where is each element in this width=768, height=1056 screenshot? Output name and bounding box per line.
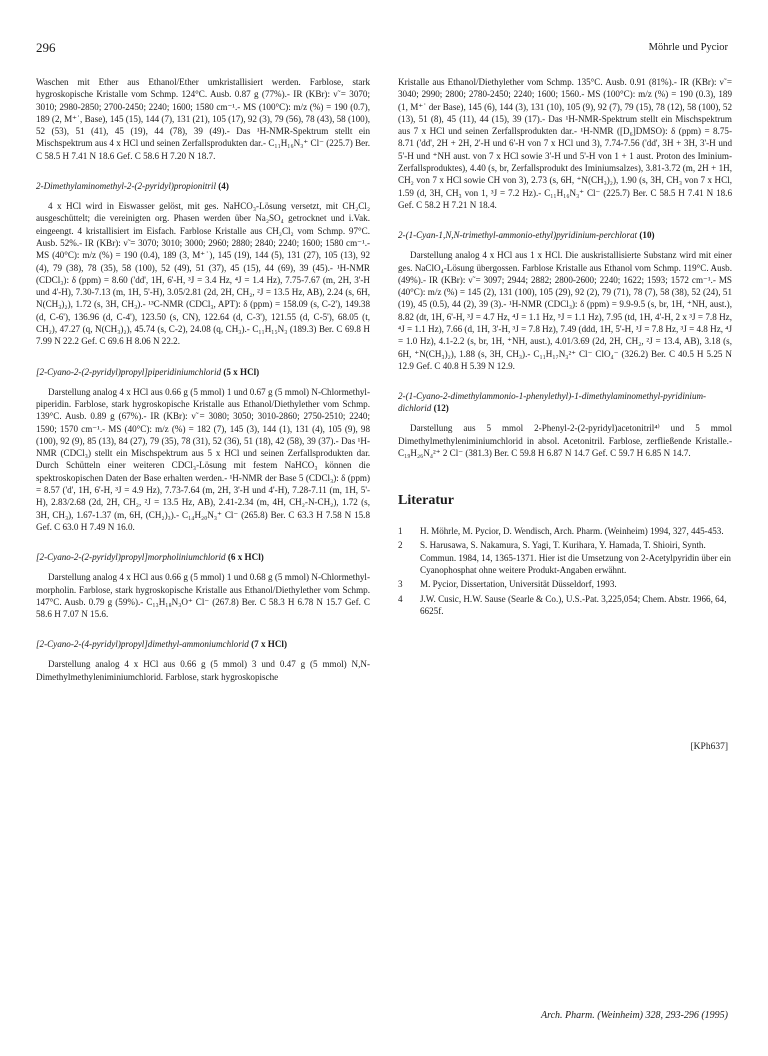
paragraph: Darstellung analog 4 x HCl aus 0.66 g (5 mmol) 3 und 0.47 g (5 mmol) N,N-Dimethylmethyleniminiumchlorid. Farblose, stark hygroskopische — [36, 659, 370, 682]
footer-citation: Arch. Pharm. (Weinheim) 328, 293-296 (1995) — [540, 1010, 728, 1021]
paragraph: Kristalle aus Ethanol/Diethylether vom Schmp. 135°C. Ausb. 0.91 (81%).- IR (KBr): ν̃ = 3040; 2990; 2800; 2780-2450; 2240; 1600; 1560.- MS (100°C): m/z (%) = 190 (0.3), 189 (1, M⁺˙ der Base), 145 (6), 144 (3), 131 (10), 105 (9), 92 (7), 79 (15), 78 (12), 58 (100), 52 (13), 51 (8), 45 (11), 44 (15), 39 (17).- Das ¹H-NMR-Spektrum stellt ein Mischspektrum aus 7 x HCl und seinen Zerfallsprodukten dar.- ¹H-NMR ([D₆]DMSO): δ (ppm) = 8.75-8.71 ('dd', 2H + 2H, 2'-H und 6'-H von 7 x HCl und 3), 7.74-7.56 ('dd', 3H + 3H, 3'-H und 5'-H und ⁺NH aust. von 7 x HCl sowie 3'-H und 5'-H von 1 + 1 aust. Proton des Iminium-Zerfallsproduktes), 4.40 (s, br, Zerfallsprodukt des Iminiumsalzes), 3.81-3.72 (m, 2H + 1H, CH₂ von 7 x HCl sowie CH von 3), 2.73 (s, 6H, ⁺N(CH₃)₂), 1.90 (s, 3H, CH₃ von 7 x HCl, 1.59 (d, 3H, CH₃ von 1, ³J = 7.2 Hz).- C₁₁H₁₆N₃⁺ Cl⁻ (225.7) Ber. C 58.5 H 7.41 N 18.6 Gef. C 58.2 H 7.21 N 18.4. — [398, 77, 732, 210]
running-head: Möhrle und Pycior — [648, 42, 728, 53]
compound-heading — [398, 390, 732, 414]
reference-number: 4 — [398, 593, 403, 604]
compound-title: [2-Cyano-2-(2-pyridyl)propyl]piperidiniumchlorid — [36, 366, 222, 377]
reference-item — [398, 539, 732, 576]
compound-heading — [36, 638, 370, 650]
compound-title: 2-(1-Cyan-1,N,N-trimethyl-ammonio-ethyl)pyridinium-perchlorat — [398, 230, 638, 241]
left-column — [36, 76, 370, 683]
reference-number: 1 — [398, 526, 403, 537]
compound-heading — [36, 366, 370, 378]
compound-number: (12) — [433, 403, 449, 414]
compound-title: [2-Cyano-2-(4-pyridyl)propyl]dimethyl-ammoniumchlorid — [36, 639, 249, 650]
paragraph: Waschen mit Ether aus Ethanol/Ether umkristallisiert werden. Farblose, stark hygroskopische Kristalle vom Schmp. 124°C. Ausb. 0.87 g (77%).- IR (KBr): ν̃ = 3070; 3010; 2980-2850; 2700-2450; 2240; 1600; 1580 cm⁻¹.- MS (100°C): m/z (%) = 190 (0.7), 189 (2, M⁺˙, Base), 145 (15), 144 (7), 131 (21), 105 (17), 92 (3), 79 (56), 78 (43), 58 (100), 52 (53), 51 (41), 45 (19), 44 (78), 39 (49).- Das ¹H-NMR-Spektrum stellt ein Mischspektrum aus 4 x HCl und seinen Zerfallsprodukten dar.- C₁₁H₁₆N₃⁺ Cl⁻ (225.7) Ber. C 58.5 H 7.41 N 18.6 Gef. C 58.6 H 7.20 N 18.7. — [36, 77, 370, 161]
reference-number: 3 — [398, 579, 403, 590]
right-column — [398, 76, 732, 619]
compound-number: (6 x HCl) — [227, 552, 264, 563]
reference-item — [398, 593, 732, 618]
compound-heading — [36, 551, 370, 563]
paragraph: Darstellung analog 4 x HCl aus 0.66 g (5 mmol) 1 und 0.67 g (5 mmol) N-Chlormethyl-piperidin. Farblose, stark hygroskopische Kristalle aus Ethanol/Diethylether vom Schmp. 139°C. Ausb. 0.89 g (67%).- IR (KBr): ν̃ = 3080; 3050; 3010-2860; 2750-2510; 2240; 1590; 1570 cm⁻¹.- MS (40°C): m/z (%) = 182 (7), 145 (3), 144 (1), 131 (4), 105 (9), 98 (100), 92 (9), 85 (13), 84 (27), 79 (35), 78 (31), 52 (36), 51 (18), 42 (58), 39 (37).- Das ¹H-NMR (CDCl₃) stellt ein Mischspektrum aus 5 x HCl und seinen Zerfallsprodukten dar. Durch Schütteln einer weiteren CDCl₃-Lösung mit festem NaHCO₃ können die spektroskopischen Daten der Base erhalten werden.- ¹H-NMR der Base 5 (CDCl₃): δ (ppm) = 8.57 ('d', 1H, 6'-H, ³J = 4.9 Hz), 7.73-7.64 (m, 2H, 3'-H und 4'-H), 7.28-7.11 (m, 1H, 5'-H), 2.83/2.68 (2d, 2H, CH₂, ²J = 13.5 Hz, AB), 2.41-2.34 (m, 4H, CH₂-N-CH₂), 1.72 (s, 3H, CH₃), 1.67-1.37 (m, 6H, (CH₂)₃).- C₁₄H₂₀N₃⁺ Cl⁻ (265.8) Ber. C 63.3 H 7.58 N 15.8 Gef. C 63.0 H 7.49 N 16.0. — [36, 386, 370, 532]
reference-text: S. Harusawa, S. Nakamura, S. Yagi, T. Kurihara, Y. Hamada, T. Shioiri, Synth. Commun. 1984, 14, 1365-1371. Hier ist die Umsetzung von 2-Acetylpyridin über ein Cyanophosphat ohne weitere Produkt-Angaben erwähnt. — [420, 540, 731, 576]
reference-number: 2 — [398, 540, 403, 551]
archive-code: [KPh637] — [690, 742, 728, 752]
page-number: 296 — [36, 40, 56, 55]
compound-heading — [36, 180, 370, 192]
paragraph: Darstellung analog 4 x HCl aus 0.66 g (5 mmol) 1 und 0.68 g (5 mmol) N-Chlormethyl-morpholin. Farblose, stark hygroskopische Kristalle aus Ethanol/Diethylether vom Schmp. 147°C. Ausb. 0.79 g (59%).- C₁₃H₁₈N₃O⁺ Cl⁻ (267.8) Ber. C 58.3 H 6.78 N 15.7 Gef. C 58.6 H 7.07 N 15.6. — [36, 572, 370, 620]
reference-item — [398, 578, 732, 590]
paragraph: 4 x HCl wird in Eiswasser gelöst, mit ges. NaHCO₃-Lösung versetzt, mit CH₂Cl₂ ausgeschüttelt; die vereinigten org. Phasen werden über Na₂SO₄ getrocknet und i.Vak. eingeengt. 4 kristallisiert im Eisfach. Farblose Kristalle aus CH₂Cl₂ vom Schmp. 97°C. Ausb. 52%.- IR (KBr): ν̃ = 3070; 3010; 3000; 2960; 2880; 2840; 2240; 1600; 1580 cm⁻¹.- MS (40°C): m/z (%) = 190 (0.4), 189 (3, M⁺˙), 145 (19), 144 (5), 131 (27), 105 (13), 92 (4), 79 (38), 78 (35), 58 (100), 52 (49), 51 (37), 45 (15), 44 (69), 39 (45).- ¹H-NMR (CDCl₃): δ (ppm) = 8.60 ('dd', 1H, 6'-H, ³J = 3.4 Hz, ⁴J = 1.4 Hz), 7.75-7.67 (m, 2H, 3'-H und 4'-H), 7.30-7.13 (m, 1H, 5'-H), 3.05/2.81 (2d, 2H, CH₂, ²J = 13.5 Hz, AB), 2.24 (s, 6H, N(CH₃)₂), 1.72 (s, 3H, CH₃).- ¹³C-NMR (CDCl₃, APT): δ (ppm) = 158.09 (s, C-2'), 149.38 (d, C-6'), 136.96 (d, C-4'), 123.50 (s, CN), 122.64 (d, C-3'), 121.55 (d, C-5'), 68.05 (t, CH₂), 47.27 (q, N(CH₃)₂), 45.74 (s, C-2), 24.08 (q, CH₃).- C₁₁H₁₅N₃ (189.3) Ber. C 69.8 H 7.99 N 22.2 Gef. C 69.6 H 8.06 N 22.2. — [36, 201, 370, 347]
compound-title: [2-Cyano-2-(2-pyridyl)propyl]morpholiniumchlorid — [36, 552, 226, 563]
compound-heading — [398, 229, 732, 241]
compound-number: (5 x HCl) — [223, 366, 260, 377]
compound-number: (7 x HCl) — [251, 639, 287, 650]
paragraph: Darstellung analog 4 x HCl aus 1 x HCl. Die auskristallisierte Substanz wird mit einer ges. NaClO₄-Lösung übergossen. Farblose Kristalle aus Ethanol vom Schmp. 119°C. Ausb. (49%).- IR (KBr): ν̃ = 3097; 2944; 2882; 2800-2600; 2240; 1622; 1593; 1572 cm⁻¹.- MS (40°C): m/z (%) = 145 (2), 131 (100), 105 (29), 92 (2), 79 (71), 78 (7), 58 (38), 52 (24), 51 (19), 45 (0.5), 44 (2), 39 (3).- ¹H-NMR (CDCl₃): δ (ppm) = 9.9-9.5 (s, br, 1H, ⁺NH, aust.), 8.82 (dt, 1H, 6'-H, ³J = 4.7 Hz, ⁴J = 1.1 Hz, ⁵J = 1.1 Hz), 7.95 (td, 1H, 4'-H, 2 x ³J = 7.8 Hz, ⁴J = 1.1 Hz), 7.66 (d, 1H, 3'-H, ³J = 7.8 Hz), 7.49 (ddd, 1H, 5'-H, ³J = 7.8 Hz, ³J = 4.8 Hz, ⁴J = 1.0 Hz), 4.1-2.2 (s, br, 1H, ⁺NH, aust.), 4.01/3.69 (2d, 2H, CH₂, ²J = 13.4, AB), 3.18 (s, 6H, ⁺N(CH₃)₂), 1.88 (s, 3H, CH₃).- C₁₁H₁₇N₃²⁺ Cl⁻ ClO₄⁻ (326.2) Ber. C 40.5 H 5.25 N 12.9 Gef. C 40.8 H 5.39 N 12.9. — [398, 250, 732, 371]
compound-number: (4) — [218, 181, 229, 192]
reference-text: J.W. Cusic, H.W. Sause (Searle & Co.), U.S.-Pat. 3,225,054; Chem. Abstr. 1966, 64, 6625f. — [420, 593, 727, 616]
references-heading: Literatur — [398, 493, 454, 509]
reference-text: H. Möhrle, M. Pycior, D. Wendisch, Arch. Pharm. (Weinheim) 1994, 327, 445-453. — [420, 526, 724, 537]
paragraph: Darstellung aus 5 mmol 2-Phenyl-2-(2-pyridyl)acetonitril⁴⁾ und 5 mmol Dimethylmethyleniminiumchlorid in absol. Acetonitril. Farblose, zerfließende Kristalle.- C₁₉H₂₆N₄²⁺ 2 Cl⁻ (381.3) Ber. C 59.8 H 6.87 N 14.7 Gef. C 59.7 H 6.85 N 14.7. — [398, 423, 732, 458]
compound-number: (10) — [639, 230, 655, 241]
reference-item — [398, 525, 732, 537]
reference-text: M. Pycior, Dissertation, Universität Düsseldorf, 1993. — [420, 579, 617, 590]
compound-title: 2-(1-Cyano-2-dimethylammonio-1-phenylethyl)-1-dimethylaminomethyl-pyridinium-dichlorid — [398, 391, 707, 414]
reference-list — [398, 525, 732, 617]
compound-title: 2-Dimethylaminomethyl-2-(2-pyridyl)propionitril — [36, 181, 216, 192]
